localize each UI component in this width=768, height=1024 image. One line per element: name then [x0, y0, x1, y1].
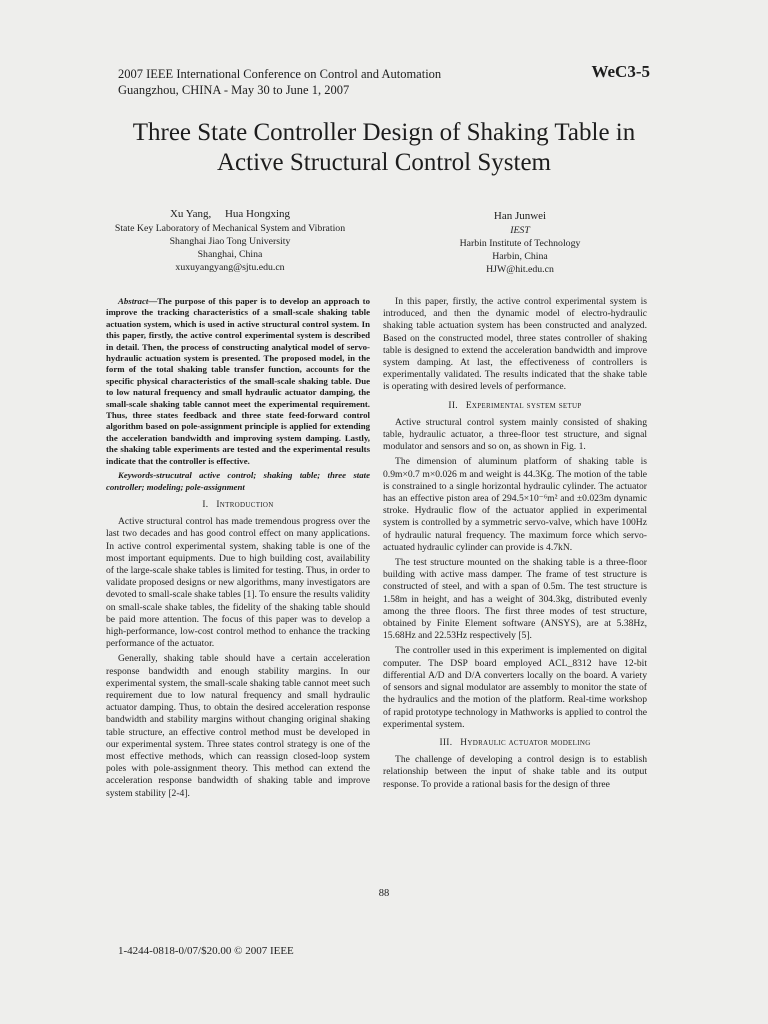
conference-name: 2007 IEEE International Conference on Control and Automation: [118, 67, 442, 81]
section-title: Experimental system setup: [465, 400, 582, 411]
conference-location-date: Guangzhou, CHINA - May 30 to June 1, 2007: [118, 83, 350, 97]
abstract-text: —The purpose of this paper is to develop an approach to improve the tracking characteristics of a small-scale shaking table actuation system, which is used in active structural control system. In this paper, firstly, the active control experimental system is described in detail. Then, the process of constructing analytical model of servo-hydraulic actuation system is presented. The proposed model, in the form of the total shaking table transfer function, accounts for the specific physical characteristics of the small-scale shaking table. Due to low natural frequency and small hydraulic actuator damping, the small-scale shaking table cannot meet the experimental requirement. Thus, three states feedback and three state feed-forward control algorithm based on pole-assignment principle is applied for extending the acceleration bandwidth and improving system damping. Lastly, the shaking table experiments are tested and the experimental results indicate that the controller is effective.: [106, 296, 370, 466]
paragraph: The test structure mounted on the shaking table is a three-floor building with active mass damper. The frame of test structure is constructed of steel, and with a span of 0.5m. The test structure is 1.58m in height, and has a weight of 304.3kg, distributed evenly among the three floors. The first three modes of test structure, obtained by Finite Element software (ANSYS), are at 5.38Hz, 15.68Hz and 22.53Hz respectively [5].: [383, 557, 647, 642]
page-number: 88: [378, 888, 390, 899]
title-line-2: Active Structural Control System: [217, 149, 551, 176]
section-number: II.: [448, 400, 458, 411]
section-heading-experimental-setup: [383, 400, 647, 412]
paragraph: The controller used in this experiment is implemented on digital computer. The DSP board employed ACL_8312 have 12-bit differential A/D and D/A converters locally on the board. A variety of sensors and signal modulator are assembly to monitor the state of the hydraulics and the motion of the platform. Real-time workshop of rapid prototype technology in Mathworks is applied to control the experimental system.: [383, 645, 647, 730]
section-title: Introduction: [216, 499, 274, 510]
author-affiliation: IEST: [510, 225, 530, 236]
author-names: Xu Yang, Hua Hongxing: [169, 208, 291, 220]
left-column: [106, 296, 370, 803]
paragraph: The challenge of developing a control design is to establish relationship between the input of shake table and its output response. To provide a rational basis for the design of three: [383, 754, 647, 790]
author-affiliation: Harbin Institute of Technology: [459, 238, 581, 249]
right-column: [383, 296, 647, 794]
author-block-1: [90, 208, 370, 274]
paragraph: Active structural control system mainly consisted of shaking table, hydraulic actuator, a three-floor test structure, and signal modulator and sensors and so on, as shown in Fig. 1.: [383, 416, 647, 453]
section-title: Hydraulic actuator modeling: [460, 737, 591, 748]
author-city: Harbin, China: [492, 251, 548, 262]
author-block-2: [400, 210, 640, 276]
author-affiliation: Shanghai Jiao Tong University: [169, 236, 291, 247]
paragraph: Generally, shaking table should have a certain acceleration response bandwidth and enough stability margins. In our experimental system, the small-scale shaking table cannot meet such requirement due to low natural frequency and small hydraulic actuator damping. Thus, to obtain the desired acceleration response bandwidth and stability margins without changing original shaking table structure, an effective control method must be developed in our experimental system. Three states control strategy is one of the most effective methods, which can reassign closed-loop system poles with pole-assignment theory. This method can extend the acceleration response bandwidth of shaking table and improve system stability [2-4].: [106, 653, 370, 799]
author-email: xuxuyangyang@sjtu.edu.cn: [175, 262, 285, 273]
author-city: Shanghai, China: [197, 249, 263, 260]
conference-header: [118, 66, 441, 98]
copyright-footer: 1-4244-0818-0/07/$20.00 © 2007 IEEE: [118, 945, 294, 957]
section-heading-introduction: [106, 499, 370, 511]
session-code: WeC3-5: [591, 62, 650, 81]
author-email: HJW@hit.edu.cn: [486, 264, 554, 275]
author-affiliation: State Key Laboratory of Mechanical System and Vibration: [114, 223, 346, 234]
abstract: [106, 296, 370, 467]
section-number: III.: [439, 737, 453, 748]
title-line-1: Three State Controller Design of Shaking Table in: [132, 119, 636, 146]
paragraph: Active structural control has made tremendous progress over the last two decades and has good control effect on many applications. In active control experimental system, shaking table is one of the most important equipments. Due to high building cost, availability of the large-scale shake tables is limited for testing. Thus, in order to validate proposed designs or new algorithms, many investigators are devoted to small-scale shake tables [1]. To ensure the results validity on small-scale shake tables, the fidelity of the shaking table should be paid more attention. The focus of this paper was to develop a high-performance, low-cost control method to enhance the tracking performance of the actuator.: [106, 516, 370, 650]
section-heading-hydraulic-modeling: [383, 737, 647, 749]
keywords: Keywords-strucutral active control; shaking table; three state controller; modeling; pole-assignment: [106, 470, 370, 492]
paragraph: In this paper, firstly, the active control experimental system is introduced, and then the dynamic model of electro-hydraulic shaking table actuation system has been constructed and analyzed. Based on the constructed model, three states controller of shaking table is designed to extend the acceleration bandwidth and improve system damping. At last, the effectiveness of controllers is experimentally validated. The results indicated that the shake table is operating with desired levels of performance.: [383, 296, 647, 393]
paragraph: The dimension of aluminum platform of shaking table is 0.9m×0.7 m×0.026 m and weight is 44.3Kg. The motion of the table is constrained to a single horizontal hydraulic cylinder. The actuator has an effective piston area of 294.5×10⁻⁶m² and ±0.023m dynamic stroke. Hydraulic flow of the actuator applied in experimental system is controlled by a symmetric servo-valve, which have 100Hz of hydraulic natural frequency. The maximum force which servo-actuated hydraulic cylinder can provide is 4.7kN.: [383, 456, 647, 553]
abstract-label: Abstract: [118, 296, 149, 306]
paper-title: [0, 118, 768, 178]
author-names: Han Junwei: [493, 210, 547, 222]
section-number: I.: [202, 499, 209, 510]
